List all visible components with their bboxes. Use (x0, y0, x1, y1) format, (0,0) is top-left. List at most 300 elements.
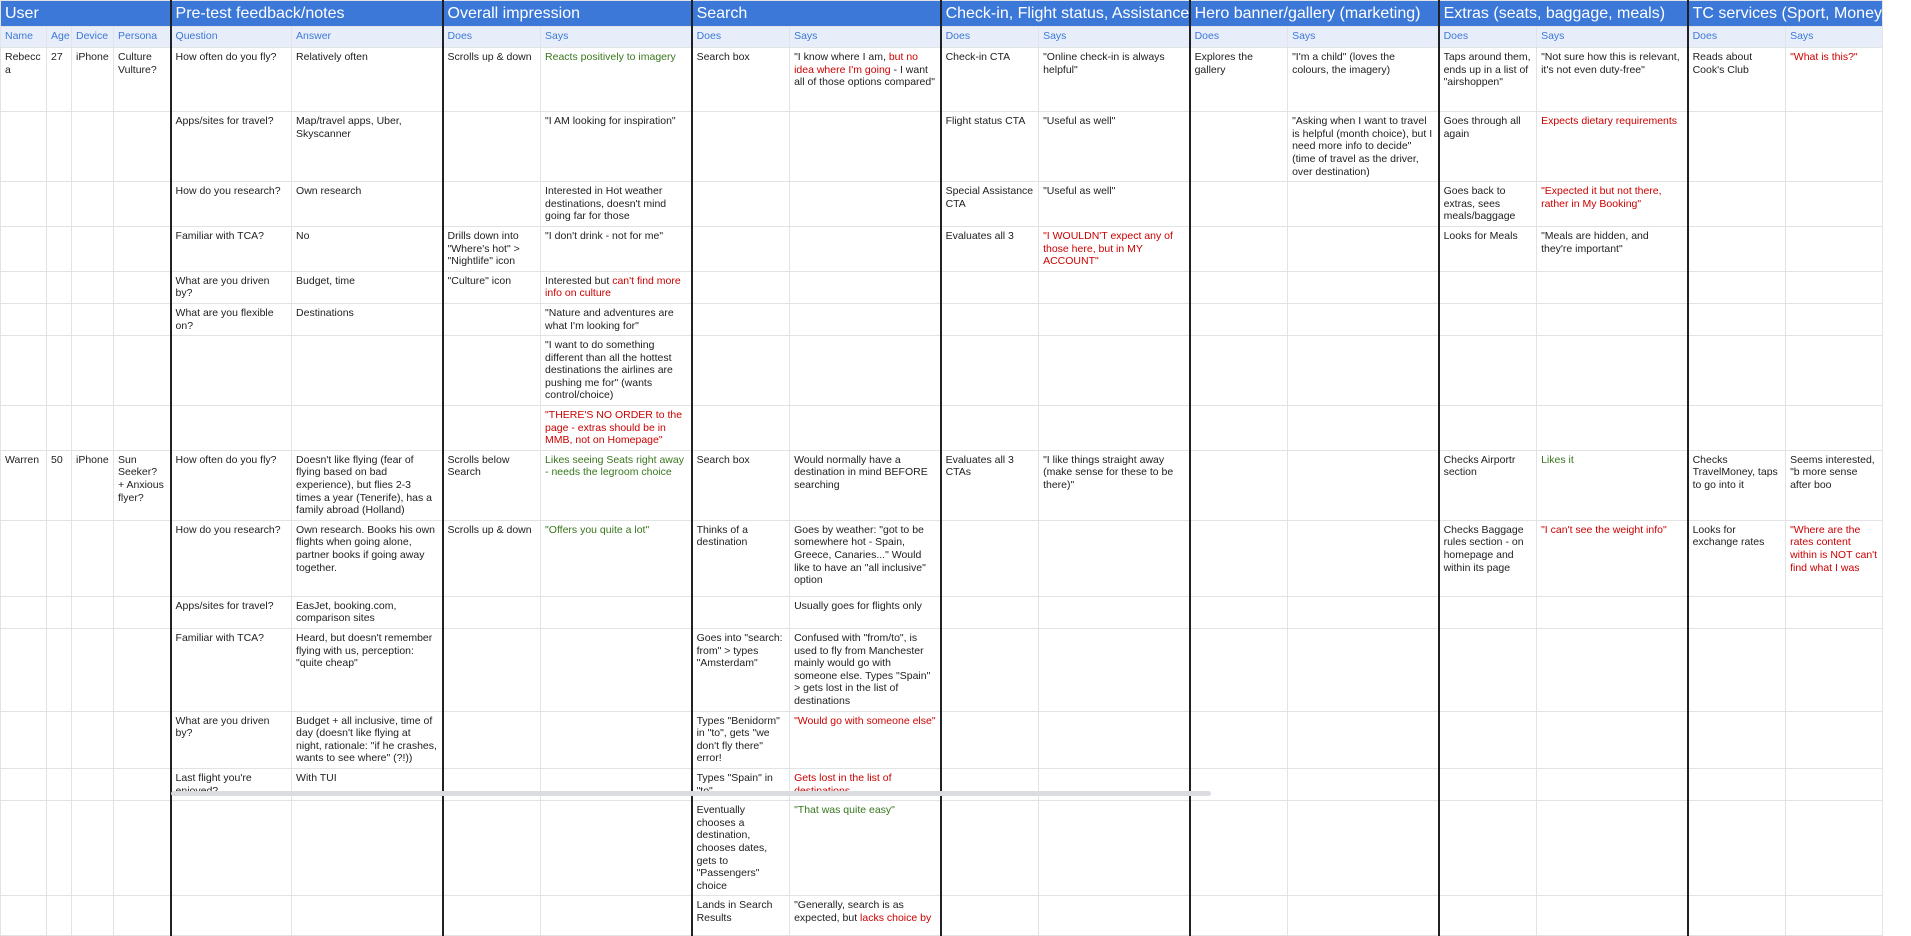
sheet-cell[interactable] (541, 406, 692, 451)
sheet-cell[interactable] (443, 303, 541, 335)
section-header[interactable]: Extras (seats, baggage, meals) (1439, 1, 1688, 27)
sheet-cell[interactable] (1, 896, 47, 936)
sheet-cell[interactable] (1537, 450, 1688, 520)
sheet-cell[interactable] (541, 112, 692, 182)
sheet-cell[interactable] (114, 629, 171, 712)
sheet-cell[interactable] (1439, 182, 1537, 227)
sheet-cell[interactable] (171, 450, 292, 520)
sheet-cell[interactable] (171, 711, 292, 768)
sheet-cell[interactable] (1688, 48, 1786, 112)
sheet-cell[interactable] (443, 711, 541, 768)
sheet-cell[interactable] (790, 450, 941, 520)
sheet-cell[interactable] (1786, 520, 1883, 596)
sheet-cell[interactable] (443, 48, 541, 112)
sheet-cell[interactable] (171, 303, 292, 335)
sheet-cell[interactable] (171, 48, 292, 112)
sheet-cell[interactable] (292, 226, 443, 271)
sheet-cell[interactable] (1190, 801, 1288, 896)
sheet-cell[interactable] (72, 182, 114, 227)
column-header[interactable]: Says (1039, 27, 1190, 48)
sheet-cell[interactable] (1039, 801, 1190, 896)
section-header[interactable]: User (1, 1, 171, 27)
sheet-cell[interactable] (1786, 629, 1883, 712)
sheet-cell[interactable] (443, 896, 541, 936)
sheet-cell[interactable] (692, 336, 790, 406)
sheet-cell[interactable] (1039, 896, 1190, 936)
sheet-cell[interactable] (114, 48, 171, 112)
sheet-cell[interactable] (1688, 336, 1786, 406)
sheet-cell[interactable] (171, 406, 292, 451)
sheet-cell[interactable] (171, 801, 292, 896)
sheet-cell[interactable] (692, 226, 790, 271)
sheet-cell[interactable] (72, 629, 114, 712)
sheet-cell[interactable] (443, 520, 541, 596)
sheet-cell[interactable] (47, 48, 72, 112)
sheet-cell[interactable] (692, 182, 790, 227)
sheet-cell[interactable] (941, 801, 1039, 896)
sheet-cell[interactable] (941, 896, 1039, 936)
sheet-cell[interactable] (1288, 303, 1439, 335)
sheet-cell[interactable] (1439, 629, 1537, 712)
sheet-cell[interactable] (1288, 112, 1439, 182)
sheet-cell[interactable] (114, 520, 171, 596)
sheet-cell[interactable] (1, 48, 47, 112)
sheet-cell[interactable] (692, 406, 790, 451)
sheet-cell[interactable] (1, 406, 47, 451)
sheet-cell[interactable] (1786, 112, 1883, 182)
sheet-cell[interactable] (1786, 801, 1883, 896)
sheet-cell[interactable] (1439, 226, 1537, 271)
sheet-cell[interactable] (541, 450, 692, 520)
sheet-cell[interactable] (692, 271, 790, 303)
column-header[interactable]: Does (443, 27, 541, 48)
sheet-cell[interactable] (1688, 801, 1786, 896)
sheet-cell[interactable] (1288, 406, 1439, 451)
sheet-cell[interactable] (47, 896, 72, 936)
section-header[interactable]: Hero banner/gallery (marketing) (1190, 1, 1439, 27)
sheet-cell[interactable] (941, 711, 1039, 768)
sheet-cell[interactable] (1537, 336, 1688, 406)
sheet-cell[interactable] (941, 336, 1039, 406)
sheet-cell[interactable] (941, 182, 1039, 227)
column-header[interactable]: Says (1288, 27, 1439, 48)
sheet-cell[interactable] (1, 768, 47, 800)
sheet-cell[interactable] (790, 182, 941, 227)
column-header[interactable]: Does (1439, 27, 1537, 48)
sheet-cell[interactable] (541, 711, 692, 768)
sheet-cell[interactable] (114, 182, 171, 227)
sheet-cell[interactable] (1439, 271, 1537, 303)
sheet-cell[interactable] (1288, 768, 1439, 800)
sheet-cell[interactable] (692, 596, 790, 628)
sheet-cell[interactable] (1190, 896, 1288, 936)
sheet-cell[interactable] (47, 801, 72, 896)
sheet-cell[interactable] (443, 596, 541, 628)
column-header[interactable]: Persona (114, 27, 171, 48)
sheet-cell[interactable] (1537, 596, 1688, 628)
sheet-cell[interactable] (1786, 48, 1883, 112)
sheet-cell[interactable] (1786, 896, 1883, 936)
sheet-cell[interactable] (114, 271, 171, 303)
sheet-cell[interactable] (292, 112, 443, 182)
sheet-cell[interactable] (1039, 711, 1190, 768)
column-header[interactable]: Says (790, 27, 941, 48)
sheet-cell[interactable] (443, 406, 541, 451)
sheet-cell[interactable] (790, 336, 941, 406)
sheet-cell[interactable] (1439, 112, 1537, 182)
sheet-cell[interactable] (292, 596, 443, 628)
sheet-cell[interactable] (1039, 336, 1190, 406)
sheet-cell[interactable] (1190, 711, 1288, 768)
sheet-cell[interactable] (1786, 271, 1883, 303)
sheet-cell[interactable] (1288, 450, 1439, 520)
sheet-cell[interactable] (1, 226, 47, 271)
sheet-cell[interactable] (292, 48, 443, 112)
sheet-cell[interactable] (941, 520, 1039, 596)
section-header[interactable]: Pre-test feedback/notes (171, 1, 443, 27)
section-header[interactable]: TC services (Sport, Money, etc (1688, 1, 1883, 27)
sheet-cell[interactable] (1039, 406, 1190, 451)
sheet-cell[interactable] (1537, 801, 1688, 896)
sheet-cell[interactable] (1688, 711, 1786, 768)
sheet-cell[interactable] (47, 112, 72, 182)
column-header[interactable]: Device (72, 27, 114, 48)
sheet-cell[interactable] (1439, 596, 1537, 628)
sheet-cell[interactable] (1039, 303, 1190, 335)
sheet-cell[interactable] (1688, 112, 1786, 182)
sheet-cell[interactable] (1786, 406, 1883, 451)
sheet-cell[interactable] (1, 520, 47, 596)
sheet-cell[interactable] (1288, 520, 1439, 596)
sheet-cell[interactable] (292, 182, 443, 227)
sheet-cell[interactable] (1439, 303, 1537, 335)
sheet-cell[interactable] (292, 629, 443, 712)
sheet-cell[interactable] (1439, 520, 1537, 596)
sheet-cell[interactable] (292, 711, 443, 768)
sheet-cell[interactable] (692, 520, 790, 596)
sheet-cell[interactable] (1190, 406, 1288, 451)
sheet-cell[interactable] (941, 450, 1039, 520)
column-header[interactable]: Does (1688, 27, 1786, 48)
sheet-cell[interactable] (1190, 303, 1288, 335)
sheet-cell[interactable] (1439, 801, 1537, 896)
sheet-cell[interactable] (443, 801, 541, 896)
sheet-cell[interactable] (541, 629, 692, 712)
sheet-cell[interactable] (443, 182, 541, 227)
sheet-cell[interactable] (1786, 336, 1883, 406)
sheet-cell[interactable] (1786, 182, 1883, 227)
sheet-cell[interactable] (1190, 182, 1288, 227)
sheet-cell[interactable] (1537, 226, 1688, 271)
sheet-cell[interactable] (1688, 629, 1786, 712)
sheet-cell[interactable] (692, 48, 790, 112)
sheet-cell[interactable] (1688, 226, 1786, 271)
sheet-cell[interactable] (1439, 450, 1537, 520)
sheet-cell[interactable] (692, 711, 790, 768)
sheet-cell[interactable] (1688, 182, 1786, 227)
sheet-cell[interactable] (1, 303, 47, 335)
sheet-cell[interactable] (171, 596, 292, 628)
sheet-cell[interactable] (72, 336, 114, 406)
sheet-cell[interactable] (72, 596, 114, 628)
sheet-cell[interactable] (790, 271, 941, 303)
sheet-cell[interactable] (114, 112, 171, 182)
sheet-cell[interactable] (1786, 596, 1883, 628)
column-header[interactable]: Does (941, 27, 1039, 48)
sheet-cell[interactable] (1439, 48, 1537, 112)
sheet-cell[interactable] (114, 711, 171, 768)
sheet-cell[interactable] (541, 896, 692, 936)
sheet-cell[interactable] (47, 596, 72, 628)
sheet-cell[interactable] (692, 801, 790, 896)
sheet-cell[interactable] (47, 711, 72, 768)
section-header[interactable]: Check-in, Flight status, Assistance (941, 1, 1190, 27)
sheet-cell[interactable] (1, 336, 47, 406)
sheet-cell[interactable] (72, 896, 114, 936)
sheet-cell[interactable] (114, 896, 171, 936)
sheet-cell[interactable] (114, 450, 171, 520)
sheet-cell[interactable] (1537, 520, 1688, 596)
sheet-cell[interactable] (1288, 182, 1439, 227)
sheet-cell[interactable] (47, 226, 72, 271)
sheet-cell[interactable] (72, 112, 114, 182)
column-header[interactable]: Age (47, 27, 72, 48)
sheet-cell[interactable] (1190, 450, 1288, 520)
sheet-cell[interactable] (1190, 596, 1288, 628)
sheet-cell[interactable] (1, 271, 47, 303)
sheet-cell[interactable] (1786, 303, 1883, 335)
sheet-cell[interactable] (1688, 450, 1786, 520)
sheet-cell[interactable] (790, 226, 941, 271)
sheet-cell[interactable] (47, 629, 72, 712)
sheet-cell[interactable] (941, 629, 1039, 712)
column-header[interactable]: Does (692, 27, 790, 48)
sheet-cell[interactable] (541, 596, 692, 628)
sheet-cell[interactable] (72, 768, 114, 800)
sheet-cell[interactable] (790, 801, 941, 896)
sheet-cell[interactable] (1786, 450, 1883, 520)
sheet-cell[interactable] (790, 406, 941, 451)
sheet-cell[interactable] (171, 336, 292, 406)
sheet-cell[interactable] (72, 520, 114, 596)
sheet-cell[interactable] (541, 520, 692, 596)
sheet-cell[interactable] (1190, 336, 1288, 406)
sheet-cell[interactable] (292, 336, 443, 406)
sheet-cell[interactable] (1786, 226, 1883, 271)
sheet-cell[interactable] (1688, 768, 1786, 800)
sheet-cell[interactable] (1688, 271, 1786, 303)
sheet-cell[interactable] (1288, 226, 1439, 271)
sheet-cell[interactable] (72, 406, 114, 451)
sheet-cell[interactable] (443, 629, 541, 712)
sheet-cell[interactable] (1439, 896, 1537, 936)
sheet-cell[interactable] (790, 520, 941, 596)
sheet-cell[interactable] (47, 406, 72, 451)
sheet-cell[interactable] (941, 596, 1039, 628)
sheet-cell[interactable] (1537, 768, 1688, 800)
sheet-cell[interactable] (1288, 336, 1439, 406)
sheet-cell[interactable] (1688, 896, 1786, 936)
sheet-cell[interactable] (47, 520, 72, 596)
sheet-cell[interactable] (72, 711, 114, 768)
sheet-cell[interactable] (1039, 520, 1190, 596)
sheet-cell[interactable] (1537, 182, 1688, 227)
sheet-cell[interactable] (1190, 48, 1288, 112)
sheet-cell[interactable] (1537, 629, 1688, 712)
sheet-cell[interactable] (114, 768, 171, 800)
sheet-cell[interactable] (1190, 520, 1288, 596)
sheet-cell[interactable] (443, 112, 541, 182)
sheet-cell[interactable] (1688, 406, 1786, 451)
sheet-cell[interactable] (443, 336, 541, 406)
sheet-cell[interactable] (171, 271, 292, 303)
sheet-cell[interactable] (292, 303, 443, 335)
sheet-cell[interactable] (292, 450, 443, 520)
sheet-cell[interactable] (541, 182, 692, 227)
sheet-cell[interactable] (1039, 226, 1190, 271)
sheet-cell[interactable] (1537, 711, 1688, 768)
sheet-cell[interactable] (47, 303, 72, 335)
sheet-cell[interactable] (1190, 629, 1288, 712)
sheet-cell[interactable] (171, 182, 292, 227)
sheet-cell[interactable] (790, 711, 941, 768)
sheet-cell[interactable] (790, 896, 941, 936)
sheet-cell[interactable] (1190, 226, 1288, 271)
sheet-cell[interactable] (1786, 768, 1883, 800)
sheet-cell[interactable] (171, 112, 292, 182)
sheet-cell[interactable] (790, 629, 941, 712)
sheet-cell[interactable] (114, 226, 171, 271)
sheet-cell[interactable] (790, 112, 941, 182)
sheet-cell[interactable] (1, 182, 47, 227)
sheet-cell[interactable] (171, 629, 292, 712)
sheet-cell[interactable] (692, 629, 790, 712)
horizontal-scrollbar[interactable] (171, 791, 1211, 796)
sheet-cell[interactable] (541, 303, 692, 335)
sheet-cell[interactable] (292, 801, 443, 896)
sheet-cell[interactable] (443, 226, 541, 271)
sheet-cell[interactable] (1039, 596, 1190, 628)
sheet-cell[interactable] (47, 768, 72, 800)
sheet-cell[interactable] (1537, 303, 1688, 335)
sheet-cell[interactable] (692, 896, 790, 936)
sheet-cell[interactable] (541, 226, 692, 271)
sheet-cell[interactable] (692, 450, 790, 520)
sheet-cell[interactable] (1439, 768, 1537, 800)
sheet-cell[interactable] (47, 336, 72, 406)
sheet-cell[interactable] (292, 406, 443, 451)
sheet-cell[interactable] (1039, 271, 1190, 303)
sheet-cell[interactable] (1288, 48, 1439, 112)
column-header[interactable]: Name (1, 27, 47, 48)
column-header[interactable]: Does (1190, 27, 1288, 48)
sheet-cell[interactable] (1, 629, 47, 712)
sheet-cell[interactable] (1288, 271, 1439, 303)
sheet-cell[interactable] (443, 271, 541, 303)
sheet-cell[interactable] (171, 520, 292, 596)
column-header[interactable]: Question (171, 27, 292, 48)
sheet-cell[interactable] (941, 406, 1039, 451)
sheet-cell[interactable] (72, 226, 114, 271)
sheet-cell[interactable] (114, 336, 171, 406)
sheet-cell[interactable] (1190, 271, 1288, 303)
sheet-cell[interactable] (541, 336, 692, 406)
sheet-cell[interactable] (1039, 48, 1190, 112)
sheet-cell[interactable] (1786, 711, 1883, 768)
sheet-cell[interactable] (443, 450, 541, 520)
sheet-cell[interactable] (941, 48, 1039, 112)
sheet-cell[interactable] (114, 596, 171, 628)
sheet-cell[interactable] (790, 48, 941, 112)
sheet-cell[interactable] (1439, 406, 1537, 451)
sheet-cell[interactable] (171, 226, 292, 271)
sheet-cell[interactable] (790, 303, 941, 335)
sheet-cell[interactable] (1439, 336, 1537, 406)
sheet-cell[interactable] (47, 182, 72, 227)
sheet-cell[interactable] (72, 801, 114, 896)
sheet-cell[interactable] (1537, 896, 1688, 936)
sheet-cell[interactable] (1039, 112, 1190, 182)
sheet-cell[interactable] (47, 450, 72, 520)
column-header[interactable]: Says (1537, 27, 1688, 48)
sheet-cell[interactable] (72, 271, 114, 303)
sheet-cell[interactable] (1039, 629, 1190, 712)
column-header[interactable]: Says (1786, 27, 1883, 48)
sheet-cell[interactable] (1190, 112, 1288, 182)
sheet-cell[interactable] (114, 801, 171, 896)
column-header[interactable]: Says (541, 27, 692, 48)
sheet-cell[interactable] (1288, 896, 1439, 936)
sheet-cell[interactable] (541, 271, 692, 303)
sheet-cell[interactable] (72, 303, 114, 335)
sheet-cell[interactable] (292, 520, 443, 596)
sheet-cell[interactable] (1, 711, 47, 768)
sheet-cell[interactable] (1537, 271, 1688, 303)
sheet-cell[interactable] (1688, 520, 1786, 596)
sheet-cell[interactable] (1, 450, 47, 520)
sheet-cell[interactable] (1288, 629, 1439, 712)
sheet-cell[interactable] (1537, 48, 1688, 112)
column-header[interactable]: Answer (292, 27, 443, 48)
sheet-cell[interactable] (292, 271, 443, 303)
sheet-cell[interactable] (1439, 711, 1537, 768)
sheet-cell[interactable] (941, 112, 1039, 182)
sheet-cell[interactable] (1688, 596, 1786, 628)
sheet-cell[interactable] (941, 226, 1039, 271)
sheet-cell[interactable] (1288, 711, 1439, 768)
sheet-cell[interactable] (692, 303, 790, 335)
sheet-cell[interactable] (692, 112, 790, 182)
section-header[interactable]: Overall impression (443, 1, 692, 27)
sheet-cell[interactable] (1537, 406, 1688, 451)
sheet-cell[interactable] (1039, 182, 1190, 227)
sheet-cell[interactable] (1537, 112, 1688, 182)
sheet-cell[interactable] (541, 801, 692, 896)
sheet-cell[interactable] (171, 896, 292, 936)
sheet-cell[interactable] (1, 596, 47, 628)
sheet-cell[interactable] (72, 450, 114, 520)
sheet-cell[interactable] (114, 406, 171, 451)
sheet-cell[interactable] (1, 801, 47, 896)
sheet-cell[interactable] (541, 48, 692, 112)
section-header[interactable]: Search (692, 1, 941, 27)
sheet-cell[interactable] (1288, 801, 1439, 896)
sheet-cell[interactable] (47, 271, 72, 303)
sheet-cell[interactable] (292, 896, 443, 936)
sheet-cell[interactable] (1039, 450, 1190, 520)
sheet-cell[interactable] (72, 48, 114, 112)
sheet-cell[interactable] (1288, 596, 1439, 628)
